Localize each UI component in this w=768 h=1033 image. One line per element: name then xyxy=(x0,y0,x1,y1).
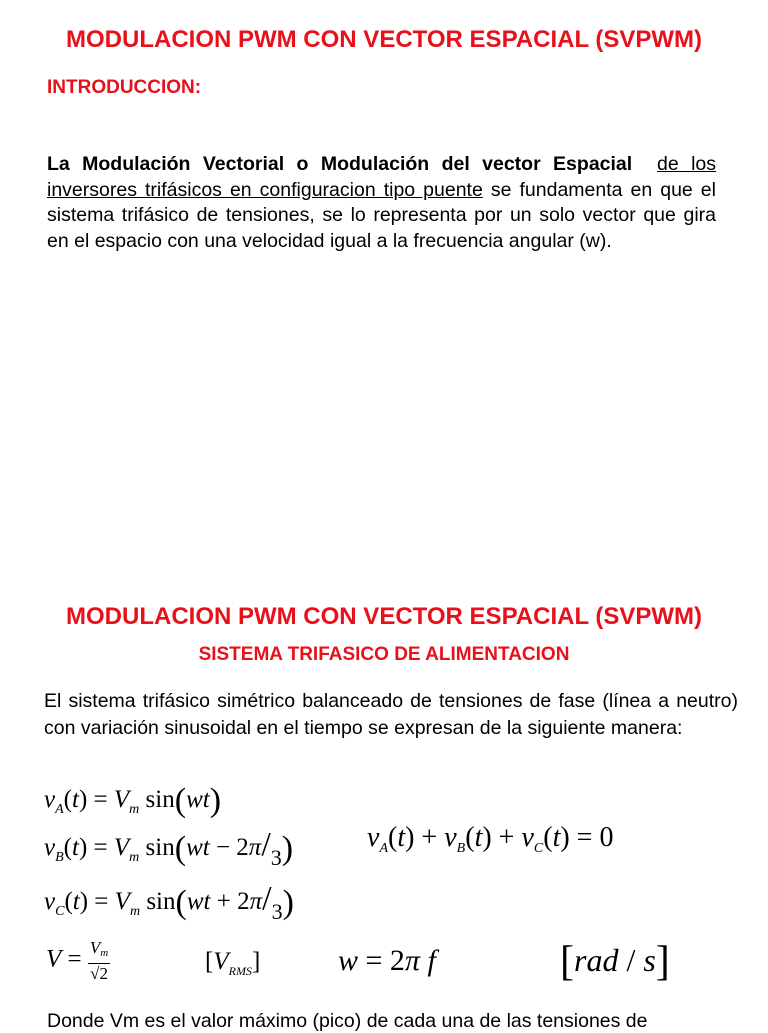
slide2-title: MODULACION PWM CON VECTOR ESPACIAL (SVPWM) xyxy=(66,603,702,630)
paragraph-body: se fundamenta en que el sistema trifásico de tensiones, se lo representa por un solo vector que gira en el espacio con una velocidad igual a la frecuencia angular (w). xyxy=(47,178,716,252)
equation-omega: w = 2π f xyxy=(338,944,436,977)
paragraph-bold-lead: La Modulación Vectorial o Modulación del vector Espacial xyxy=(47,153,633,175)
slide1-title: MODULACION PWM CON VECTOR ESPACIAL (SVPWM) xyxy=(66,26,702,53)
equation-rms: V = $\frac{V_m}{√2}$ xyxy=(46,938,109,983)
slide2-paragraph: El sistema trifásico simétrico balanceado de tensiones de fase (línea a neutro) con variación sinusoidal en el tiempo se expresan de la siguiente manera: xyxy=(44,690,738,739)
trailing-text: Donde Vm es el valor máximo (pico) de cada una de las tensiones de xyxy=(47,1010,648,1032)
slide1-paragraph xyxy=(47,152,716,254)
unit-vrms: $[V_{RMS}]$ xyxy=(205,948,261,978)
unit-rad-s: [rad / s] xyxy=(560,939,670,985)
equation-sum: $v_A(t) + v_B(t) + v_C(t) = 0$ xyxy=(367,822,614,856)
slide2-subtitle: SISTEMA TRIFASICO DE ALIMENTACION xyxy=(198,644,570,665)
equation-vc: $v_C(t) = V_m$ $\sin(wt + 2\pi/_3)$ xyxy=(44,880,294,924)
equation-vb: $v_B(t) = V_m$ $\sin(wt - 2\pi/_3)$ xyxy=(44,826,294,870)
slide1-subtitle: INTRODUCCION: xyxy=(47,77,202,98)
paragraph-underlined-phrase: de los inversores trifásicos en configuracion tipo puente xyxy=(47,153,717,201)
equation-va: $v_A(t) = V_m$ sin(wt) xyxy=(44,782,222,819)
